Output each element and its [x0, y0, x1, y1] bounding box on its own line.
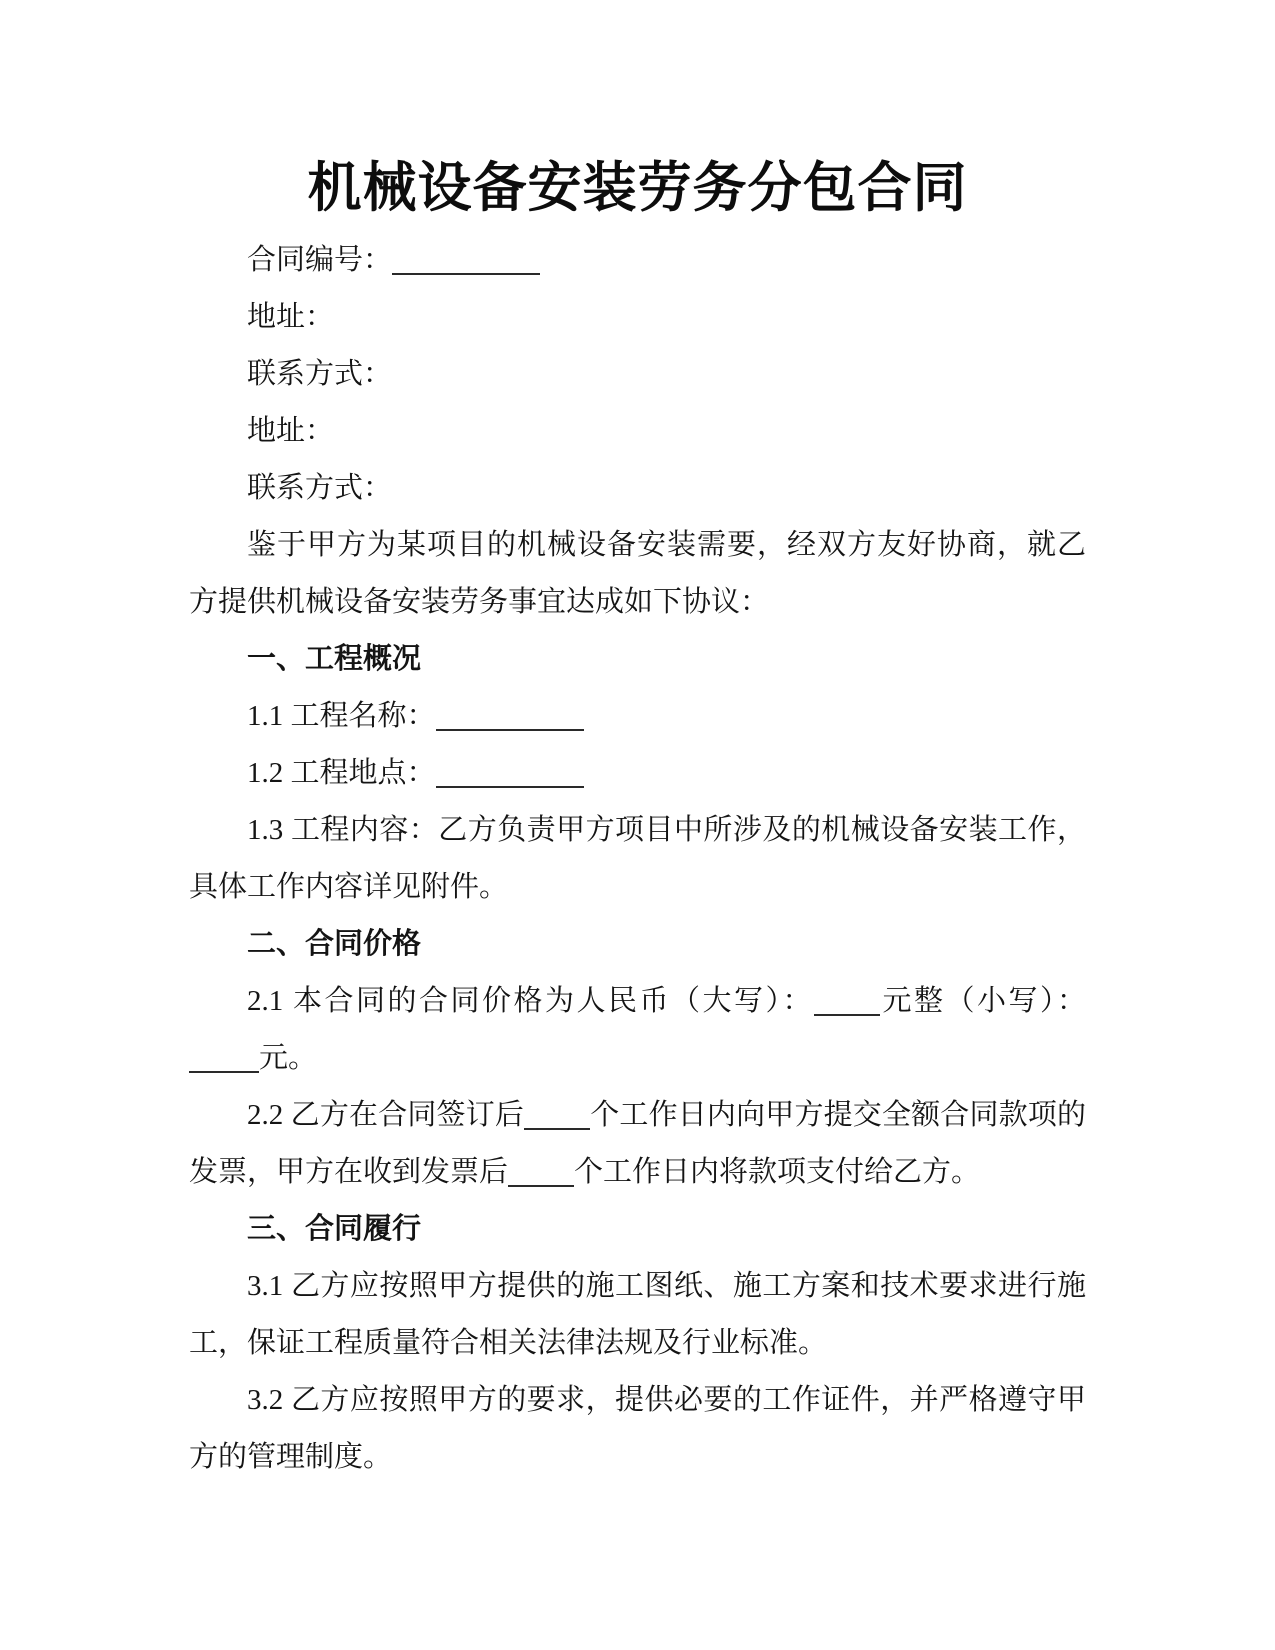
document-title: 机械设备安装劳务分包合同: [307, 158, 968, 218]
text-run: 元整（小写）：: [879, 985, 1086, 1017]
text-run: 3.1 乙方应按照甲方提供的施工图纸、施工方案和技术要求进行施工，保证工程质量符合相关法律法规及行业标准。: [189, 1270, 1086, 1359]
section-heading: [189, 1201, 1086, 1258]
field-label-line: [189, 460, 1086, 517]
paragraph: [189, 688, 1086, 745]
text-run: 鉴于甲方为某项目的机械设备安装需要，经双方友好协商，就乙方提供机械设备安装劳务事宜达成如下协议：: [189, 529, 1086, 618]
text-run: 联系方式：: [247, 358, 393, 390]
field-label-line: [189, 289, 1086, 346]
text-run: 合同编号：: [247, 244, 393, 276]
blank-underline: [524, 1098, 590, 1130]
document-body: [189, 232, 1086, 1486]
paragraph: [189, 745, 1086, 802]
blank-underline: [508, 1155, 574, 1187]
section-heading: [189, 916, 1086, 973]
text-run: 1.1 工程名称：: [247, 700, 436, 732]
blank-underline: [392, 243, 540, 275]
field-label-line: [189, 403, 1086, 460]
text-run: 一、工程概况: [247, 643, 422, 675]
blank-underline: [814, 984, 880, 1016]
text-run: 联系方式：: [247, 472, 393, 504]
text-run: 3.2 乙方应按照甲方的要求，提供必要的工作证件，并严格遵守甲方的管理制度。: [189, 1384, 1086, 1473]
paragraph: [189, 1258, 1086, 1372]
text-run: 2.2 乙方在合同签订后: [247, 1099, 525, 1131]
paragraph: [189, 802, 1086, 916]
paragraph: [189, 517, 1086, 631]
field-label-line: [189, 232, 1086, 289]
blank-underline: [436, 756, 584, 788]
blank-underline: [189, 1041, 259, 1073]
text-run: 个工作日内向甲方提交全额合同款项的发票，甲方在收到发票后: [189, 1099, 1086, 1188]
paragraph: [189, 1087, 1086, 1201]
paragraph: [189, 1372, 1086, 1486]
text-run: 地址：: [247, 415, 335, 447]
text-run: 1.2 工程地点：: [247, 757, 436, 789]
section-heading: [189, 631, 1086, 688]
paragraph: [189, 973, 1086, 1087]
text-run: 个工作日内将款项支付给乙方。: [574, 1156, 981, 1188]
text-run: 元。: [259, 1042, 318, 1074]
text-run: 三、合同履行: [247, 1213, 422, 1245]
blank-underline: [436, 699, 584, 731]
text-run: 二、合同价格: [247, 928, 422, 960]
text-run: 1.3 工程内容：乙方负责甲方项目中所涉及的机械设备安装工作，具体工作内容详见附件。: [189, 814, 1086, 903]
text-run: 2.1 本合同的合同价格为人民币（大写）：: [247, 985, 814, 1017]
text-run: 地址：: [247, 301, 335, 333]
field-label-line: [189, 346, 1086, 403]
